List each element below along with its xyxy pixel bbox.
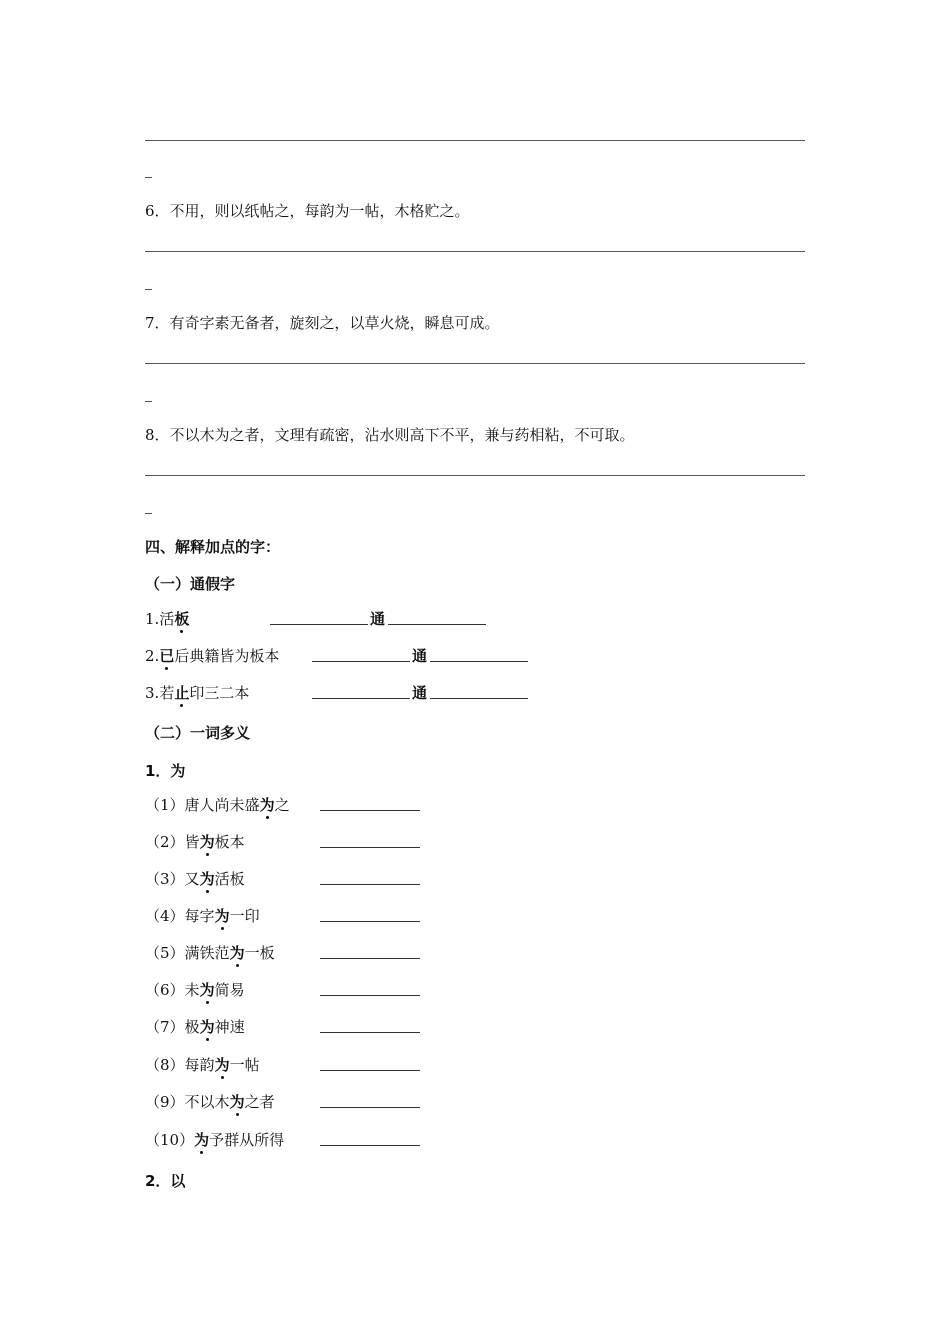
item-text-pre: 每字 (184, 907, 215, 925)
polysemy-item (145, 1129, 284, 1150)
polysemy-item (145, 1054, 260, 1075)
item-number: 2. (145, 647, 160, 665)
subsection-title-polysemy: （二）一词多义 (145, 724, 251, 742)
answer-blank[interactable] (320, 958, 420, 959)
answer-blank[interactable] (320, 1032, 420, 1033)
tongjia-item (145, 608, 189, 629)
item-text-post: 一帖 (229, 1056, 260, 1074)
dotted-character: 为 (199, 833, 215, 851)
item-text-pre: 未 (184, 981, 200, 999)
item-number: 7． (145, 314, 170, 332)
answer-blank[interactable] (320, 1145, 420, 1146)
translation-item (145, 200, 470, 221)
answer-blank[interactable] (270, 624, 368, 625)
answer-blank[interactable] (320, 995, 420, 996)
item-text-post: 之 (274, 796, 290, 814)
polysemy-item (145, 868, 245, 889)
answer-blank[interactable] (320, 1107, 420, 1108)
polysemy-item (145, 794, 290, 815)
tong-label: 通 (412, 684, 428, 702)
item-number: （5） (145, 944, 185, 962)
item-text-pre: 又 (184, 870, 200, 888)
answer-blank[interactable] (430, 698, 528, 699)
item-number: 1. (145, 610, 160, 628)
dotted-character: 为 (214, 907, 230, 925)
item-text: 有奇字素无备者，旋刻之，以草火烧，瞬息可成。 (169, 314, 500, 332)
item-text-pre: 每韵 (184, 1056, 215, 1074)
answer-line[interactable] (145, 475, 805, 476)
answer-line-tail (145, 177, 152, 178)
item-text-pre: 不以木 (184, 1093, 230, 1111)
answer-line[interactable] (145, 140, 805, 141)
item-text-post: 后典籍皆为板本 (174, 647, 280, 665)
polysemy-word-label: 1．为 (145, 762, 186, 780)
item-text-post: 活板 (214, 870, 245, 888)
item-text-pre: 满铁范 (184, 944, 230, 962)
item-number: 6． (145, 202, 170, 220)
item-number: （2） (145, 833, 185, 851)
item-text-pre: 皆 (184, 833, 200, 851)
answer-blank[interactable] (430, 661, 528, 662)
answer-blank[interactable] (312, 698, 410, 699)
item-text-post: 板本 (214, 833, 245, 851)
item-text-pre: 极 (184, 1018, 200, 1036)
polysemy-item (145, 1091, 275, 1112)
polysemy-word-label: 2．以 (145, 1172, 186, 1190)
answer-line-tail (145, 401, 152, 402)
answer-line-tail (145, 513, 152, 514)
answer-line[interactable] (145, 251, 805, 252)
answer-blank[interactable] (388, 624, 486, 625)
item-number: （10） (145, 1131, 195, 1149)
dotted-character: 板 (174, 610, 190, 628)
answer-line-tail (145, 289, 152, 290)
item-text-pre: 若 (159, 684, 175, 702)
item-text-pre: 活 (159, 610, 175, 628)
section-title: 四、解释加点的字： (145, 538, 281, 556)
polysemy-item (145, 831, 245, 852)
item-text-post: 印三二本 (189, 684, 250, 702)
answer-blank[interactable] (320, 884, 420, 885)
item-text-pre: 唐人尚未盛 (184, 796, 260, 814)
dotted-character: 为 (199, 1018, 215, 1036)
dotted-character: 为 (194, 1131, 210, 1149)
tongjia-item (145, 645, 279, 666)
polysemy-item (145, 1016, 245, 1037)
answer-blank[interactable] (312, 661, 410, 662)
answer-blank[interactable] (320, 921, 420, 922)
item-number: （6） (145, 981, 185, 999)
item-number: （9） (145, 1093, 185, 1111)
dotted-character: 为 (259, 796, 275, 814)
answer-line[interactable] (145, 363, 805, 364)
item-text-post: 神速 (214, 1018, 245, 1036)
tong-label: 通 (370, 610, 386, 628)
item-number: （3） (145, 870, 185, 888)
item-number: （1） (145, 796, 185, 814)
item-text: 不以木为之者，文理有疏密，沾水则高下不平，兼与药相粘，不可取。 (169, 426, 635, 444)
dotted-character: 已 (159, 647, 175, 665)
polysemy-item (145, 942, 275, 963)
dotted-character: 止 (174, 684, 190, 702)
tong-label: 通 (412, 647, 428, 665)
answer-blank[interactable] (320, 1070, 420, 1071)
translation-item (145, 424, 635, 445)
item-text-post: 之者 (244, 1093, 275, 1111)
subsection-title-tongjia: （一）通假字 (145, 575, 236, 593)
translation-item (145, 312, 500, 333)
item-text-post: 予群从所得 (209, 1131, 285, 1149)
polysemy-item (145, 979, 245, 1000)
dotted-character: 为 (229, 944, 245, 962)
item-number: （7） (145, 1018, 185, 1036)
answer-blank[interactable] (320, 810, 420, 811)
dotted-character: 为 (199, 981, 215, 999)
item-text-post: 一印 (229, 907, 260, 925)
dotted-character: 为 (199, 870, 215, 888)
dotted-character: 为 (229, 1093, 245, 1111)
item-text-post: 简易 (214, 981, 245, 999)
item-number: 8． (145, 426, 170, 444)
item-number: （4） (145, 907, 185, 925)
answer-blank[interactable] (320, 847, 420, 848)
item-number: （8） (145, 1056, 185, 1074)
tongjia-item (145, 682, 249, 703)
item-text: 不用，则以纸帖之，每韵为一帖，木格贮之。 (169, 202, 470, 220)
item-number: 3. (145, 684, 160, 702)
dotted-character: 为 (214, 1056, 230, 1074)
polysemy-item (145, 905, 260, 926)
item-text-post: 一板 (244, 944, 275, 962)
